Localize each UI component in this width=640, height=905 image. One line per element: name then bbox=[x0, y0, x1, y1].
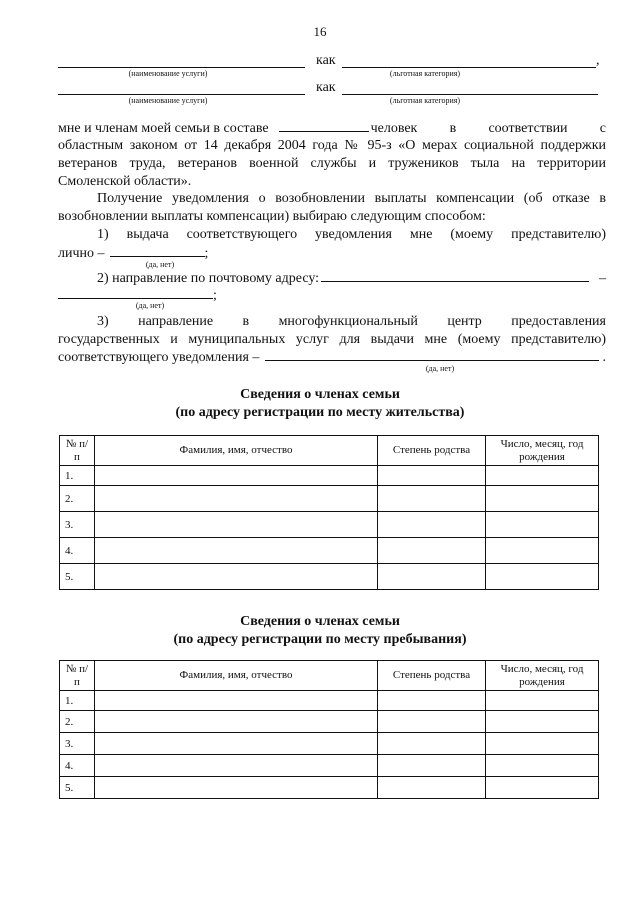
option1-label: лично – bbox=[58, 246, 105, 261]
relation-cell[interactable] bbox=[378, 466, 486, 486]
section2-subtitle: (по адресу регистрации по месту пребывания) bbox=[173, 632, 467, 647]
birth-cell[interactable] bbox=[486, 733, 599, 755]
name-cell[interactable] bbox=[95, 486, 378, 512]
name-cell[interactable] bbox=[95, 466, 378, 486]
row-num: 3. bbox=[60, 733, 95, 755]
table-header-row bbox=[60, 436, 599, 466]
name-cell[interactable] bbox=[95, 512, 378, 538]
service-caption-2: (наименование услуги) bbox=[128, 96, 208, 105]
option2-label: 2) направление по почтовому адресу: bbox=[97, 271, 320, 286]
birth-cell[interactable] bbox=[486, 466, 599, 486]
service-name-line-2 bbox=[58, 94, 305, 95]
relation-cell[interactable] bbox=[378, 777, 486, 799]
family-table-residence bbox=[59, 435, 599, 590]
row-num: 2. bbox=[60, 711, 95, 733]
option1-end: ; bbox=[204, 246, 209, 261]
header-num: № п/п bbox=[60, 661, 95, 691]
table-row bbox=[60, 755, 599, 777]
category-caption-2: (льготная категория) bbox=[389, 96, 461, 105]
table-row bbox=[60, 711, 599, 733]
kak-label-2: как bbox=[316, 80, 336, 95]
table-header-row bbox=[60, 661, 599, 691]
para1-line4: Смоленской области». bbox=[58, 174, 192, 189]
relation-cell[interactable] bbox=[378, 538, 486, 564]
row-num: 4. bbox=[60, 755, 95, 777]
para1-line2: областным законом от 14 декабря 2004 года № 95-з «О мерах социальной поддержки bbox=[58, 138, 606, 153]
table-row bbox=[60, 691, 599, 711]
service-caption-1: (наименование услуги) bbox=[128, 69, 208, 78]
family-count-blank bbox=[279, 119, 369, 132]
option3-label: соответствующего уведомления – bbox=[58, 350, 260, 365]
table-row bbox=[60, 777, 599, 799]
row-num: 1. bbox=[60, 466, 95, 486]
para2-line2: возобновлении выплаты компенсации) выбираю следующим способом: bbox=[58, 209, 486, 224]
relation-cell[interactable] bbox=[378, 564, 486, 590]
category-caption-1: (льготная категория) bbox=[389, 69, 461, 78]
option2-end: ; bbox=[213, 288, 217, 303]
name-cell[interactable] bbox=[95, 733, 378, 755]
birth-cell[interactable] bbox=[486, 512, 599, 538]
category-line-1 bbox=[342, 67, 596, 68]
header-birth: Число, месяц, год рождения bbox=[486, 661, 599, 691]
table-row bbox=[60, 564, 599, 590]
header-relation: Степень родства bbox=[378, 436, 486, 466]
option3-caption: (да, нет) bbox=[425, 364, 455, 373]
option3-line3 bbox=[58, 348, 606, 367]
option1-caption: (да, нет) bbox=[145, 260, 175, 269]
para1-line1-start: мне и членам моей семьи в составе bbox=[58, 121, 269, 136]
kak-label-1: как bbox=[316, 53, 336, 68]
para2-line1: Получение уведомления о возобновлении выплаты компенсации (об отказе в bbox=[97, 191, 606, 206]
relation-cell[interactable] bbox=[378, 733, 486, 755]
para1-line3: ветеранов труда, ветеранов военной службы и тружеников тыла на территории bbox=[58, 156, 606, 171]
relation-cell[interactable] bbox=[378, 486, 486, 512]
table-row bbox=[60, 466, 599, 486]
header-relation: Степень родства bbox=[378, 661, 486, 691]
table-row bbox=[60, 538, 599, 564]
page-number: 16 bbox=[313, 24, 327, 39]
option2-caption: (да, нет) bbox=[135, 301, 165, 310]
para1-line1 bbox=[58, 119, 606, 138]
section1-subtitle: (по адресу регистрации по месту жительства) bbox=[175, 405, 465, 420]
name-cell[interactable] bbox=[95, 538, 378, 564]
row-num: 2. bbox=[60, 486, 95, 512]
row-num: 3. bbox=[60, 512, 95, 538]
birth-cell[interactable] bbox=[486, 711, 599, 733]
header-birth: Число, месяц, год рождения bbox=[486, 436, 599, 466]
name-cell[interactable] bbox=[95, 711, 378, 733]
category-line-2 bbox=[342, 94, 598, 95]
option2-address-blank bbox=[321, 269, 589, 282]
table-row bbox=[60, 733, 599, 755]
table-row bbox=[60, 486, 599, 512]
birth-cell[interactable] bbox=[486, 486, 599, 512]
table-row bbox=[60, 512, 599, 538]
name-cell[interactable] bbox=[95, 755, 378, 777]
birth-cell[interactable] bbox=[486, 538, 599, 564]
relation-cell[interactable] bbox=[378, 512, 486, 538]
row-num: 5. bbox=[60, 777, 95, 799]
birth-cell[interactable] bbox=[486, 755, 599, 777]
birth-cell[interactable] bbox=[486, 777, 599, 799]
para1-line1-end: человек в соответствии с bbox=[370, 121, 606, 136]
header-name: Фамилия, имя, отчество bbox=[95, 661, 378, 691]
option1-blank bbox=[110, 244, 205, 257]
option2-dash: – bbox=[599, 271, 606, 286]
section1-title: Сведения о членах семьи bbox=[240, 387, 400, 402]
header-num: № п/п bbox=[60, 436, 95, 466]
section2-title: Сведения о членах семьи bbox=[240, 614, 400, 629]
name-cell[interactable] bbox=[95, 777, 378, 799]
row-num: 5. bbox=[60, 564, 95, 590]
header-name: Фамилия, имя, отчество bbox=[95, 436, 378, 466]
service-name-line-1 bbox=[58, 67, 305, 68]
family-table-stay bbox=[59, 660, 599, 799]
option3-blank bbox=[265, 348, 598, 361]
end-comma-1: , bbox=[596, 53, 600, 68]
relation-cell[interactable] bbox=[378, 711, 486, 733]
name-cell[interactable] bbox=[95, 564, 378, 590]
option1-line1: 1) выдача соответствующего уведомления мне (моему представителю) bbox=[97, 227, 606, 242]
name-cell[interactable] bbox=[95, 691, 378, 711]
option2-blank bbox=[58, 286, 213, 299]
option3-line1: 3) направление в многофункциональный центр предоставления bbox=[97, 314, 606, 329]
relation-cell[interactable] bbox=[378, 691, 486, 711]
option3-end: . bbox=[602, 350, 606, 365]
row-num: 1. bbox=[60, 691, 95, 711]
row-num: 4. bbox=[60, 538, 95, 564]
birth-cell[interactable] bbox=[486, 691, 599, 711]
relation-cell[interactable] bbox=[378, 755, 486, 777]
option3-line2: государственных и муниципальных услуг для выдачи мне (моему представителю) bbox=[58, 332, 606, 347]
birth-cell[interactable] bbox=[486, 564, 599, 590]
